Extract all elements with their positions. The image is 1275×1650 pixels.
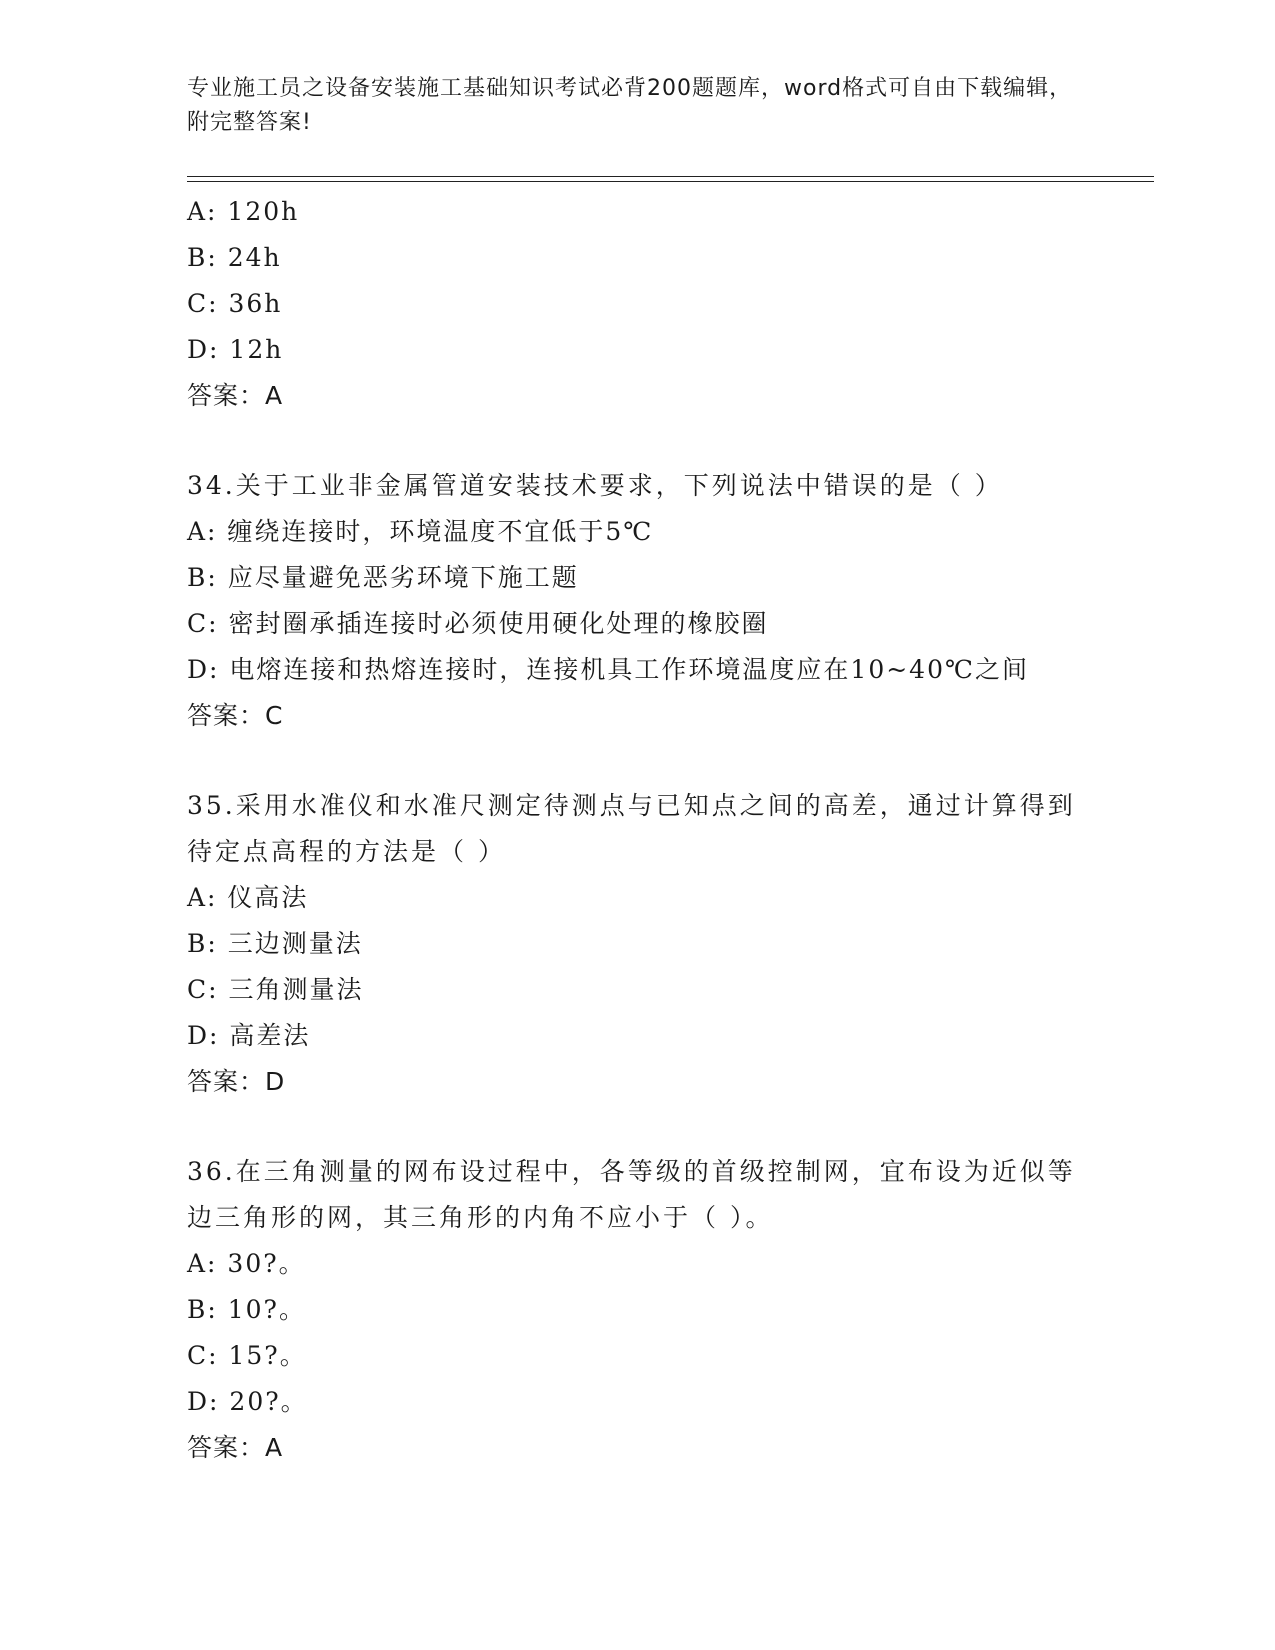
option-b: B: 应尽量避免恶劣环境下施工题 [187, 563, 579, 592]
option-d: D: 12h [187, 335, 284, 364]
spacer [187, 1105, 1117, 1149]
question-list [187, 189, 1117, 1471]
option-b: B: 10?。 [187, 1295, 306, 1324]
option-d: D: 20?。 [187, 1387, 308, 1416]
question-text: 35.采用水准仪和水准尺测定待测点与已知点之间的高差，通过计算得到待定点高程的方法是（ ） [187, 791, 1076, 866]
spacer [187, 419, 1117, 463]
option-c: C: 密封圈承插连接时必须使用硬化处理的橡胶圈 [187, 609, 769, 638]
option-d: D: 高差法 [187, 1021, 311, 1050]
option-c: C: 36h [187, 289, 283, 318]
question-text: 36.在三角测量的网布设过程中，各等级的首级控制网，宜布设为近似等边三角形的网，其三角形的内角不应小于（ ）。 [187, 1157, 1076, 1232]
option-a: A: 120h [187, 197, 300, 226]
answer-line: 答案：A [187, 381, 284, 410]
option-b: B: 三边测量法 [187, 929, 363, 958]
question-36-block [187, 1149, 1117, 1471]
option-b: B: 24h [187, 243, 282, 272]
option-a: A: 30?。 [187, 1249, 306, 1278]
option-d: D: 电熔连接和热熔连接时，连接机具工作环境温度应在10~40℃之间 [187, 655, 1029, 684]
option-a: A: 仪高法 [187, 883, 309, 912]
option-c: C: 三角测量法 [187, 975, 364, 1004]
question-35-block [187, 783, 1117, 1105]
answer-line: 答案：C [187, 701, 284, 730]
question-text: 34.关于工业非金属管道安装技术要求，下列说法中错误的是（ ） [187, 471, 1003, 500]
header-divider-top [187, 176, 1154, 177]
option-a: A: 缠绕连接时，环境温度不宜低于5℃ [187, 517, 654, 546]
document-header: 专业施工员之设备安装施工基础知识考试必背200题题库，word格式可自由下载编辑，附完整答案! [187, 76, 1073, 135]
spacer [187, 739, 1117, 783]
header-divider-bottom [187, 181, 1154, 182]
answer-line: 答案：D [187, 1067, 286, 1096]
question-34-block [187, 463, 1117, 739]
answer-line: 答案：A [187, 1433, 284, 1462]
question-33-block [187, 189, 1117, 419]
option-c: C: 15?。 [187, 1341, 307, 1370]
